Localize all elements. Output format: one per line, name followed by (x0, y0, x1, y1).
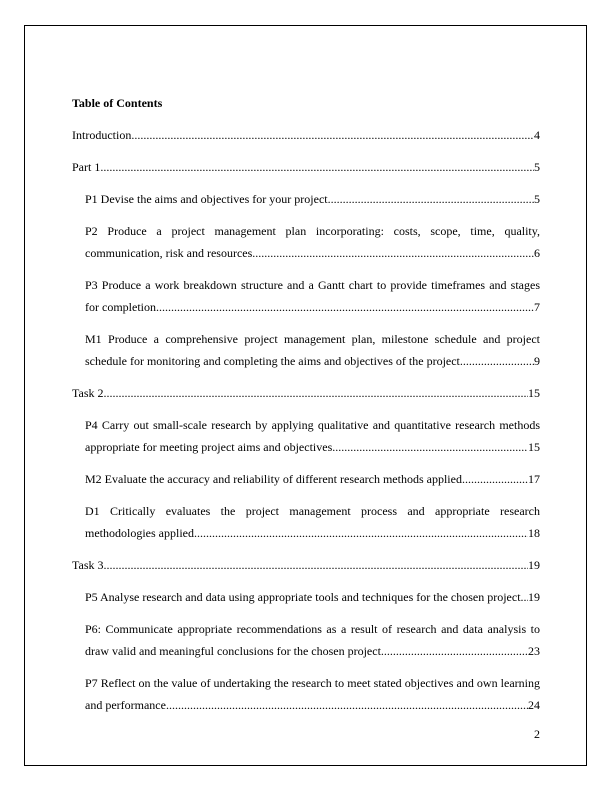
toc-entry-page: 24 (528, 698, 540, 712)
toc-entry-text-line: P6: Communicate appropriate recommendations as a result of research and data analysis to (85, 622, 540, 636)
dot-leader (100, 156, 534, 178)
toc-entry-page: 4 (534, 128, 540, 142)
toc-entry-page: 19 (528, 558, 540, 572)
toc-entry-title: P1 Devise the aims and objectives for your project (85, 192, 328, 206)
toc-entry-page: 19 (528, 590, 540, 604)
toc-entry-title: schedule for monitoring and completing the aims and objectives of the project (85, 354, 460, 368)
toc-entry-text-line: P7 Reflect on the value of undertaking the research to meet stated objectives and own learning (85, 676, 540, 690)
toc-entry[interactable] (72, 328, 540, 372)
dot-leader (381, 640, 528, 662)
toc-entry-title: appropriate for meeting project aims and objectives. (85, 440, 336, 454)
dot-leader (156, 296, 534, 318)
toc-entry-last-line (85, 468, 540, 490)
dot-leader (104, 554, 529, 576)
dot-leader (131, 124, 534, 146)
dot-leader (194, 522, 528, 544)
toc-entry-title: P5 Analyse research and data using appropriate tools and techniques for the chosen project (85, 590, 521, 604)
toc-entry-last-line (85, 242, 540, 264)
toc-entry-last-line (85, 350, 540, 372)
toc-entry-last-line (85, 436, 540, 458)
toc-entry[interactable] (72, 274, 540, 318)
toc-entry-title: draw valid and meaningful conclusions for the chosen project (85, 644, 381, 658)
toc-entry-last-line (85, 640, 540, 662)
toc-entry-page: 23 (528, 644, 540, 658)
toc-entry[interactable] (72, 414, 540, 458)
toc-entry-page: 6 (534, 246, 540, 260)
toc-entry[interactable] (72, 672, 540, 716)
toc-entry-page: 9 (534, 354, 540, 368)
toc-entry-title: M2 Evaluate the accuracy and reliability of different research methods applied (85, 472, 462, 486)
toc-entry[interactable] (72, 124, 540, 146)
dot-leader (252, 242, 534, 264)
toc-entry-last-line (85, 522, 540, 544)
dot-leader (462, 468, 528, 490)
toc-entry-title: Task 3 (72, 558, 104, 572)
toc-entry-title: and performance. (85, 698, 169, 712)
toc-entry-page: 15 (528, 440, 540, 454)
toc-entry-text-line: P2 Produce a project management plan incorporating: costs, scope, time, quality, (85, 224, 540, 238)
toc-entry-last-line (72, 124, 540, 146)
toc-entry-title: methodologies applied (85, 526, 194, 540)
toc-title: Table of Contents (72, 96, 163, 110)
toc-entry-page: 5 (534, 192, 540, 206)
dot-leader (104, 382, 529, 404)
toc-entry-title: communication, risk and resources (85, 246, 253, 260)
toc-entry-text-line: M1 Produce a comprehensive project management plan, milestone schedule and project (85, 332, 540, 346)
toc-entry-text-line: P3 Produce a work breakdown structure and a Gantt chart to provide timeframes and stages (85, 278, 540, 292)
toc-entry[interactable] (72, 156, 540, 178)
toc-entry[interactable] (72, 586, 540, 608)
toc-entry-last-line (85, 296, 540, 318)
toc-entry[interactable] (72, 554, 540, 576)
toc-entry-last-line (85, 694, 540, 716)
toc-entry-page: 7 (534, 300, 540, 314)
toc-entry-page: 15 (528, 386, 540, 400)
dot-leader (521, 586, 528, 608)
toc-entry[interactable] (72, 382, 540, 404)
dot-leader (460, 350, 534, 372)
toc-entry[interactable] (72, 500, 540, 544)
toc-list (72, 124, 540, 726)
toc-entry-text-line: P4 Carry out small-scale research by applying qualitative and quantitative research methods (85, 418, 540, 432)
dot-leader (169, 694, 528, 716)
page-number: 2 (534, 727, 540, 741)
toc-entry-last-line (72, 554, 540, 576)
toc-entry[interactable] (72, 188, 540, 210)
toc-entry-last-line (85, 586, 540, 608)
toc-entry-title: Introduction (72, 128, 132, 142)
toc-entry-last-line (72, 156, 540, 178)
toc-entry[interactable] (72, 468, 540, 490)
dot-leader (335, 436, 528, 458)
toc-entry-page: 17 (528, 472, 540, 486)
dot-leader (328, 188, 534, 210)
toc-entry-title: Task 2 (72, 386, 104, 400)
toc-entry-page: 5 (534, 160, 540, 174)
toc-entry[interactable] (72, 618, 540, 662)
toc-entry-last-line (72, 382, 540, 404)
toc-entry-text-line: D1 Critically evaluates the project management process and appropriate research (85, 504, 540, 518)
toc-entry-title: Part 1 (72, 160, 101, 174)
toc-entry[interactable] (72, 220, 540, 264)
toc-entry-last-line (85, 188, 540, 210)
toc-entry-page: 18 (528, 526, 540, 540)
toc-entry-title: for completion (85, 300, 156, 314)
